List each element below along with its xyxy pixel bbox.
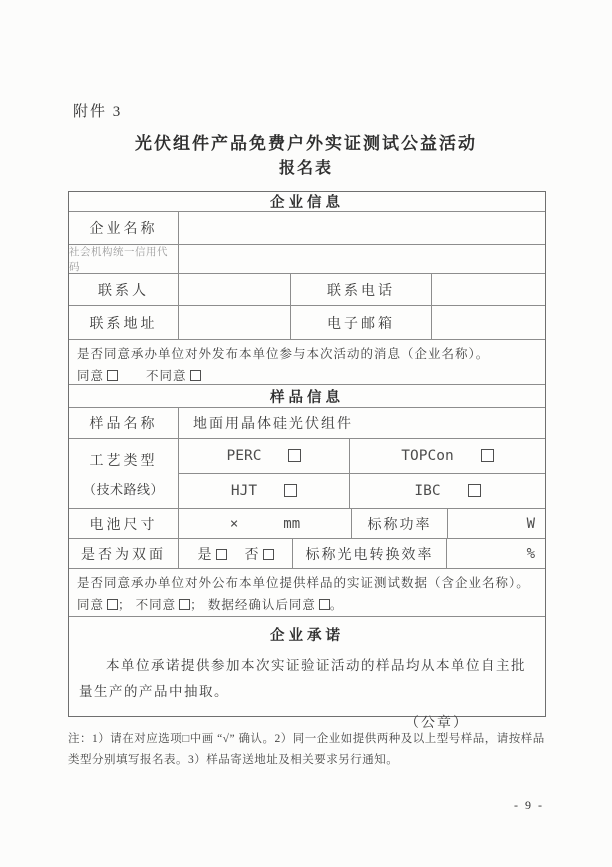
- email-label: 电子邮箱: [291, 306, 432, 339]
- form-title: 光伏组件产品免费户外实证测试公益活动: [135, 134, 477, 153]
- watt-unit: W: [526, 515, 535, 532]
- data-confirm-agree-checkbox[interactable]: [319, 599, 330, 610]
- option-perc: [179, 439, 350, 473]
- publish-consent-row: [69, 340, 545, 385]
- publish-agree-checkbox[interactable]: [107, 370, 118, 381]
- section-header-enterprise: 企业信息: [69, 192, 545, 212]
- publish-agree-label: 同意: [77, 369, 105, 384]
- company-name-row: [69, 212, 545, 245]
- bifacial-no: 否: [245, 544, 274, 564]
- topcon-checkbox[interactable]: [481, 449, 494, 462]
- registration-table: [68, 191, 546, 731]
- contact-person-field[interactable]: [179, 274, 291, 305]
- form-note: 注：1）请在对应选项□中画 “√” 确认。2）同一企业如提供两种及以上型号样品，请按样品类型分别填写报名表。3）样品寄送地址及相关要求另行通知。: [68, 733, 545, 767]
- credit-code-row: [69, 245, 545, 274]
- commitment-section: [69, 617, 545, 731]
- bifacial-no-checkbox[interactable]: [263, 549, 274, 560]
- bifacial-row: [69, 539, 545, 569]
- process-type-row: [69, 439, 545, 509]
- process-type-label-line2: （技术路线）: [82, 481, 164, 497]
- contact-address-row: [69, 306, 545, 340]
- data-agree-label: 同意: [77, 598, 105, 613]
- sample-name-row: [69, 408, 545, 439]
- official-seal-label: （公章）: [405, 715, 469, 731]
- percent-unit: %: [526, 545, 535, 562]
- ibc-label: IBC: [414, 482, 441, 499]
- data-disagree-checkbox[interactable]: [179, 599, 190, 610]
- contact-address-label: 联系地址: [69, 306, 179, 339]
- option-ibc: [350, 474, 545, 509]
- efficiency-field[interactable]: [447, 539, 545, 568]
- hjt-label: HJT: [230, 482, 258, 499]
- publish-disagree-label: 不同意: [146, 369, 187, 384]
- hjt-checkbox[interactable]: [284, 484, 297, 497]
- perc-checkbox[interactable]: [288, 449, 301, 462]
- ibc-checkbox[interactable]: [468, 484, 481, 497]
- bifacial-yes-checkbox[interactable]: [216, 549, 227, 560]
- publish-consent-question: 是否同意承办单位对外发布本单位参与本次活动的消息（企业名称）。: [77, 347, 490, 361]
- data-consent-row: 是否同意承办单位对外公布本单位提供样品的实证测试数据（含企业名称）。 同意 ； 不同意 ； 数据经确认后同意 。: [69, 569, 545, 617]
- credit-code-field[interactable]: [179, 245, 545, 273]
- process-type-label-line1: 工艺类型: [89, 453, 158, 469]
- bifacial-label: 是否为双面: [69, 539, 179, 568]
- email-field[interactable]: [432, 306, 545, 339]
- cell-size-field[interactable]: [179, 509, 352, 538]
- process-type-label: [69, 439, 179, 508]
- commitment-header: 企业承诺: [270, 628, 344, 644]
- publish-disagree-checkbox[interactable]: [190, 370, 201, 381]
- bifacial-options: [179, 539, 293, 568]
- rated-power-field[interactable]: [448, 509, 545, 538]
- section-header-sample: 样品信息: [69, 385, 545, 408]
- company-name-label: 企业名称: [69, 212, 179, 244]
- data-confirm-agree-label: 数据经确认后同意: [207, 598, 316, 613]
- data-agree-checkbox[interactable]: [107, 599, 118, 610]
- contact-person-row: [69, 274, 545, 306]
- page-number: - 9 -: [514, 798, 544, 812]
- cell-size-label: 电池尺寸: [69, 509, 179, 538]
- times-sign: ×: [229, 515, 239, 532]
- contact-address-field[interactable]: [179, 306, 291, 339]
- data-disagree-label: 不同意: [135, 598, 177, 613]
- cell-size-row: [69, 509, 545, 539]
- topcon-label: TOPCon: [401, 447, 454, 464]
- option-topcon: [350, 439, 545, 473]
- data-consent-question: 是否同意承办单位对外公布本单位提供样品的实证测试数据（含企业名称）。: [77, 576, 530, 590]
- rated-power-label: 标称功率: [352, 509, 448, 538]
- contact-phone-field[interactable]: [432, 274, 545, 305]
- sample-name-value: 地面用晶体硅光伏组件: [193, 417, 353, 432]
- company-name-field[interactable]: [179, 212, 545, 244]
- sample-name-label: 样品名称: [69, 408, 179, 438]
- form-subtitle: 报名表: [278, 160, 333, 177]
- mm-unit: mm: [283, 515, 301, 532]
- option-hjt: [179, 474, 350, 509]
- attachment-label: 附件 3: [73, 104, 123, 120]
- credit-code-label: 社会机构统一信用代码: [69, 245, 179, 273]
- contact-person-label: 联系人: [69, 274, 179, 305]
- commitment-body: 本单位承诺提供参加本次实证验证活动的样品均从本单位自主批量生产的产品中抽取。: [79, 658, 526, 700]
- efficiency-label: 标称光电转换效率: [293, 539, 447, 568]
- contact-phone-label: 联系电话: [291, 274, 432, 305]
- bifacial-yes: 是: [198, 544, 227, 564]
- perc-label: PERC: [226, 447, 262, 464]
